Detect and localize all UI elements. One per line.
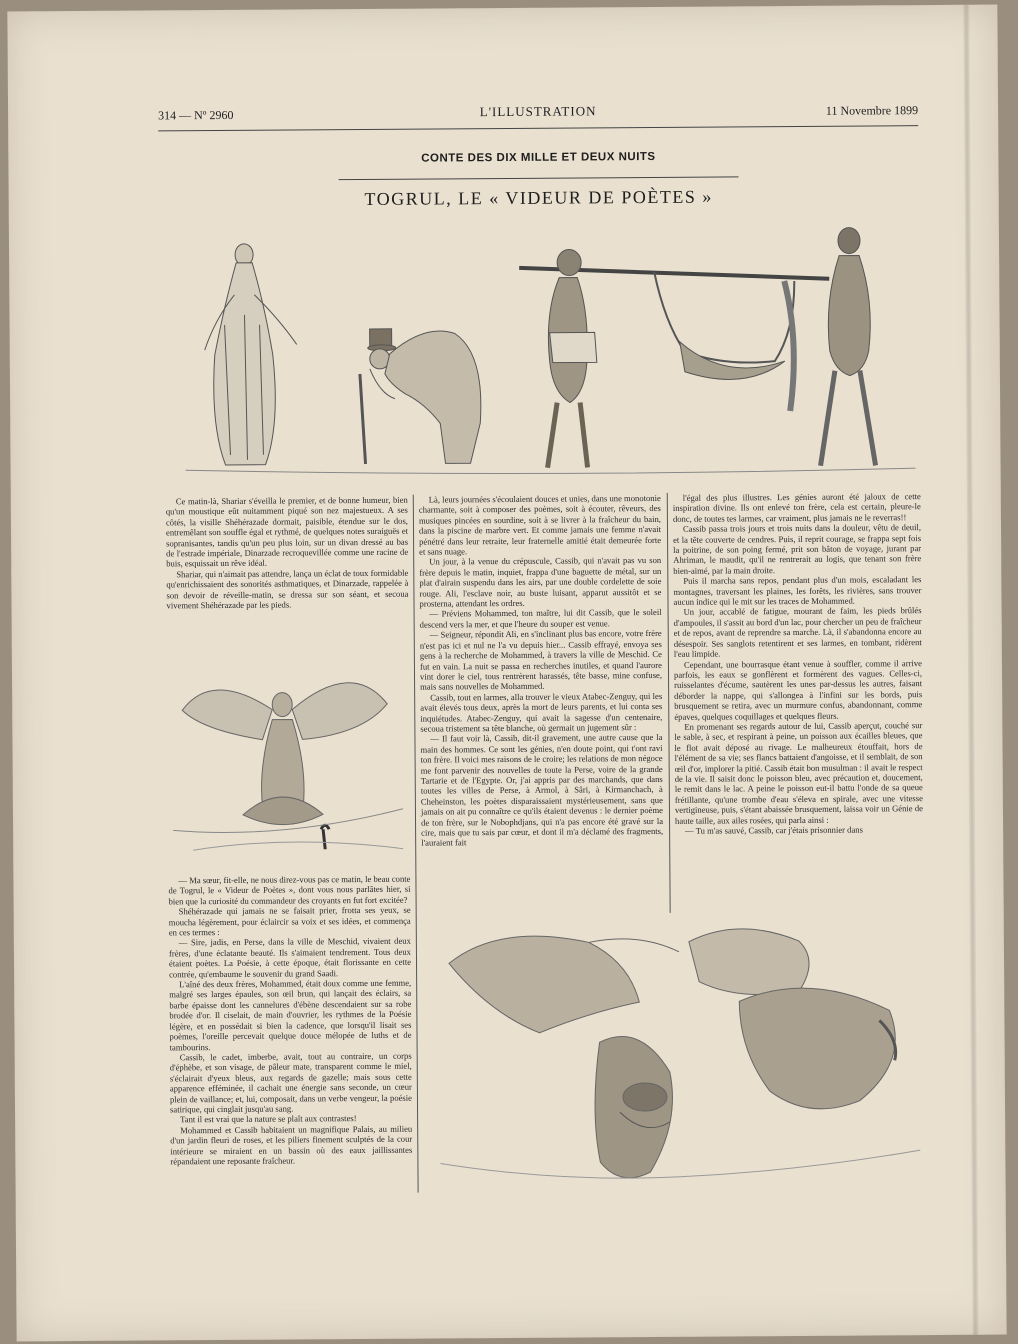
paragraph: Puis il marcha sans repos, pendant plus d'un mois, escaladant les montagnes, traversant les plaines, les forêts, les rivières, sans trouver aucun indice qui le mit sur les traces de Mohammed. [673,574,922,607]
paragraph: l'égal des plus illustres. Les génies auront été jaloux de cette inspiration divine. Ils ont enlevé ton frère, cela est certain, pleure-le donc, de toutes tes larmes, car vraiment, plus jamais ne le reverras!! [672,491,921,524]
paragraph: Cassib passa trois jours et trois nuits dans la douleur, vêtu de deuil, et la tête couverte de cendres. Puis, il reprit courage, se frappa sept fois la poitrine, de son poing fermé, prit son bâton de voyage, jurant par Ahriman, le maudit, qu'il ne rentrerait au logis, que tenant son frère bien-aimé, par la main droite. [673,522,922,576]
column-middle [419,493,663,848]
paragraph: L'aîné des deux frères, Mohammed, était doux comme une femme, malgré ses larges épaules, son œil brun, qui lançait des éclairs, sa barbe épaisse dont les cannelures d'ébène descendaient sur sa robe brodée d'or. Il ciselait, de main d'ouvrier, les rythmes de la Poésie légère, et en possédait si bien la cadence, que lorsqu'il lisait ses poèmes, l'oreille percevait quelque douce mélopée de luths et de tambourins. [169,977,412,1052]
paragraph: — Tu m'as sauvé, Cassib, car j'étais prisonnier dans [685,824,863,836]
paragraph: — Ma sœur, fit-elle, ne nous direz-vous pas ce matin, le beau conte de Togrul, le « Videur de Poètes », dont vous nous parlâtes hier, si bien que la curiosité du commandeur des croyants en fut fort excitée? [168,873,411,907]
paragraph: Tant il est vrai que la nature se plaît aux contrastes! [180,1113,357,1125]
birds-illustration [439,920,921,1198]
paragraph: Un jour, à la venue du crépuscule, Cassib, qui n'avait pas vu son frère depuis le matin, inquiet, frappa d'une baguette de métal, sur un plat d'airain suspendu dans les airs, par une double cordelette de soie rouge. Ali, l'esclave noir, au buste luisant, apparut aussitôt et se prosterna, attendant les ordres. [419,555,662,609]
newspaper-page [7,5,1006,1342]
left-bearer-figure [546,249,598,467]
paragraph: — Il faut voir là, Cassib, dit-il gravement, une autre cause que la main des hommes. Ce sont les génies, n'en doute point, qui t'ont ravi ton frère. Il voici mes raisons de le croire; les relations de mon négoce me font parvenir des nouvelles de toute la Perse, voire de la grande Tartarie et de l'Egypte. Or, j'ai appris par des marchands, que dans toutes les villes de Perse, à Armol, à Sâri, à Kirmanchach, à Cheheinston, les poètes disparaissaient mystérieusement, sans que jamais on ait pu connaître ce qu'ils étaient devenus : le dernier poème de ton frère, sur le Nobophdjans, qui n'a pas encore été gravé sur la cire, mais que tu sais par cœur, et dont il m'a déclamé des fragments, l'auraient fait [420,732,664,849]
old-man-figure [360,328,482,464]
woman-figure [204,243,298,465]
top-illustration [184,220,916,485]
paragraph: — Sire, jadis, en Perse, dans la ville de Meschid, vivaient deux frères, d'une éclatante beauté. Ils s'aimaient tendrement. Tous deux étaient poètes. La Poésie, à cette époque, était florissante en cette contrée, qu'embaume le souvenir du grand Saadi. [168,936,412,980]
page-header [158,101,918,126]
paragraph: En promenant ses regards autour de lui, Cassib aperçut, couché sur le sable, à sec, et respirant à peine, un poisson aux écailles bleues, que le flot avait déposé au rivage. Le malheureux étouffait, hors de l'élément de sa vie; ses flancs battaient d'angoisse, et il semblait, de son œil d'or, implorer la pitié. Cassib était bon musulman : il avait le respect de la vie. Il saisit donc le poisson bleu, avec précaution et, doucement, le remit dans le lac. A peine le poisson eut-il battu l'onde de sa queue frétillante, qu'une trombe d'eau s'éleva en spirale, avec une vitesse vertigineuse, puis, s'étant abaissée brusquement, laissa voir un Génie de haute taille, aux ailes rosées, qui parla ainsi : [674,720,923,826]
right-bearer-figure [819,227,876,465]
column-divider [667,493,671,913]
paragraph: — Seigneur, répondit Ali, en s'inclinant plus bas encore, votre frère n'est pas ici et nul ne l'a vu depuis hier... Cassib effrayé, envoya ses gens à la recherche de Mohammed, à travers la ville de Meschid. Ce fut en vain. La nuit se passa en recherches inutiles, et quand l'aurore vint dorer le ciel, tous rentrèrent harassés, tête basse, mine confuse, mais sans nouvelles de Mohammed. [419,628,663,692]
header-rule [158,125,918,131]
column-right [673,491,923,836]
paragraph: Mohammed et Cassib habitaient un magnifique Palais, au milieu d'un jardin fleuri de roses, et les piliers finement sculptés de la cour intérieure se miraient en un bassin où des eaux jaillissantes répandaient une reposante fraîcheur. [170,1123,413,1167]
column-left-bottom [168,874,412,1167]
paragraph: — Préviens Mohammed, ton maître, lui dit Cassib, que le soleil descend vers la mer, et que l'heure du souper est venue. [419,607,662,630]
series-heading: CONTE DES DIX MILLE ET DEUX NUITS [421,150,656,165]
paragraph: Shariar, qui n'aimait pas attendre, lança un éclat de toux formidable qu'enrichissaient des sonorités asthmatiques, et Dinarzade, rappelée à son devoir de réveille-matin, se dressa sur son séant, et secoua vivement Shéhérazade par les pieds. [166,567,409,611]
hanging-body-figure [654,271,795,412]
article-title: TOGRUL, LE « VIDEUR DE POÈTES » [364,186,713,209]
title-rule [339,176,739,180]
paragraph: Un jour, accablé de fatigue, mourant de faim, les pieds brûlés d'ampoules, il s'assit au bord d'un lac, pour chercher un peu de fraîcheur et de repos, avant de reprendre sa marche. Là, il s'abandonna encore au désespoir. Ses sanglots retentirent et ses larmes, en tombant, ridèrent l'eau limpide. [673,605,922,659]
paragraph: Cassib, tout en larmes, alla trouver le vieux Atabec-Zenguy, qui les avait élevés tous deux, après la mort de leurs parents, et lui conta ses inquiétudes. Atabec-Zenguy, qui avait la sagesse d'un centenaire, secoua tristement sa tête blanche, où germait un jugement sûr : [420,690,663,734]
issue-date: 11 Novembre 1899 [825,103,919,118]
paragraph: Ce matin-là, Shariar s'éveilla le premier, et de bonne humeur, bien qu'un moustique eût nuitamment piqué son nez majestueux. A ses côtés, la visille Shéhérazade dormait, paisible, étendue sur le dos, entremêlant son souffle égal et rythmé, de quelques notes suraiguës et sopranisantes, tandis qu'un peu plus loin, sur un divan dressé au bas de l'estrade impériale, Dinarzade recroquevillée comme une racine de buis, esquissait un rêve idéal. [165,494,409,569]
paragraph: Shéhérazade qui jamais ne se faisait prier, frotta ses yeux, se moucha légèrement, pour éclaircir sa voix et ses idées, et commença en ces termes : [168,904,411,938]
page-number: 314 — Nº 2960 [158,107,234,123]
column-divider [413,495,419,1193]
column-left-top [166,495,409,611]
page-fold [963,5,978,1335]
paragraph: Cependant, une bourrasque étant venue à souffler, comme il arrive parfois, les eaux se gonflèrent et formèrent des vagues. Celles-ci, ruisselantes d'écume, sautèrent les unes par-dessus les autres, faisant déborder la nappe, qui s'allongea à l'infini sur les bords, puis brusquement se retira, avec un murmure confus, abandonnant, comme épaves, quelques coquillages et quelques fleurs. [673,657,923,722]
paragraph: Là, leurs journées s'écoulaient douces et unies, dans une monotonie charmante, soit à composer des poèmes, soit à écouter, rêveurs, des musiques pincées en sourdine, soit à se livrer à la fraîcheur du bain, dans la piscine de marbre vert. Et comme jamais une femme n'avait pénétré dans leur retraite, leur fraternelle amitié était demeurée forte et sans nuage. [418,492,662,557]
paragraph: Cassib, le cadet, imberbe, avait, tout au contraire, un corps d'éphèbe, et son visage, de pâleur mate, transparent comme le miel, s'éclairait d'yeux bleus, aux regards de gazelle; mais sous cette apparence efféminée, il cachait une énergie sans seconde, un cœur plein de vaillance; et, lui, composait, dans un verbe vengeur, la poésie satirique, qui cinglait jusqu'au sang. [169,1050,412,1115]
genie-illustration [172,649,403,861]
masthead: L'ILLUSTRATION [479,103,597,120]
